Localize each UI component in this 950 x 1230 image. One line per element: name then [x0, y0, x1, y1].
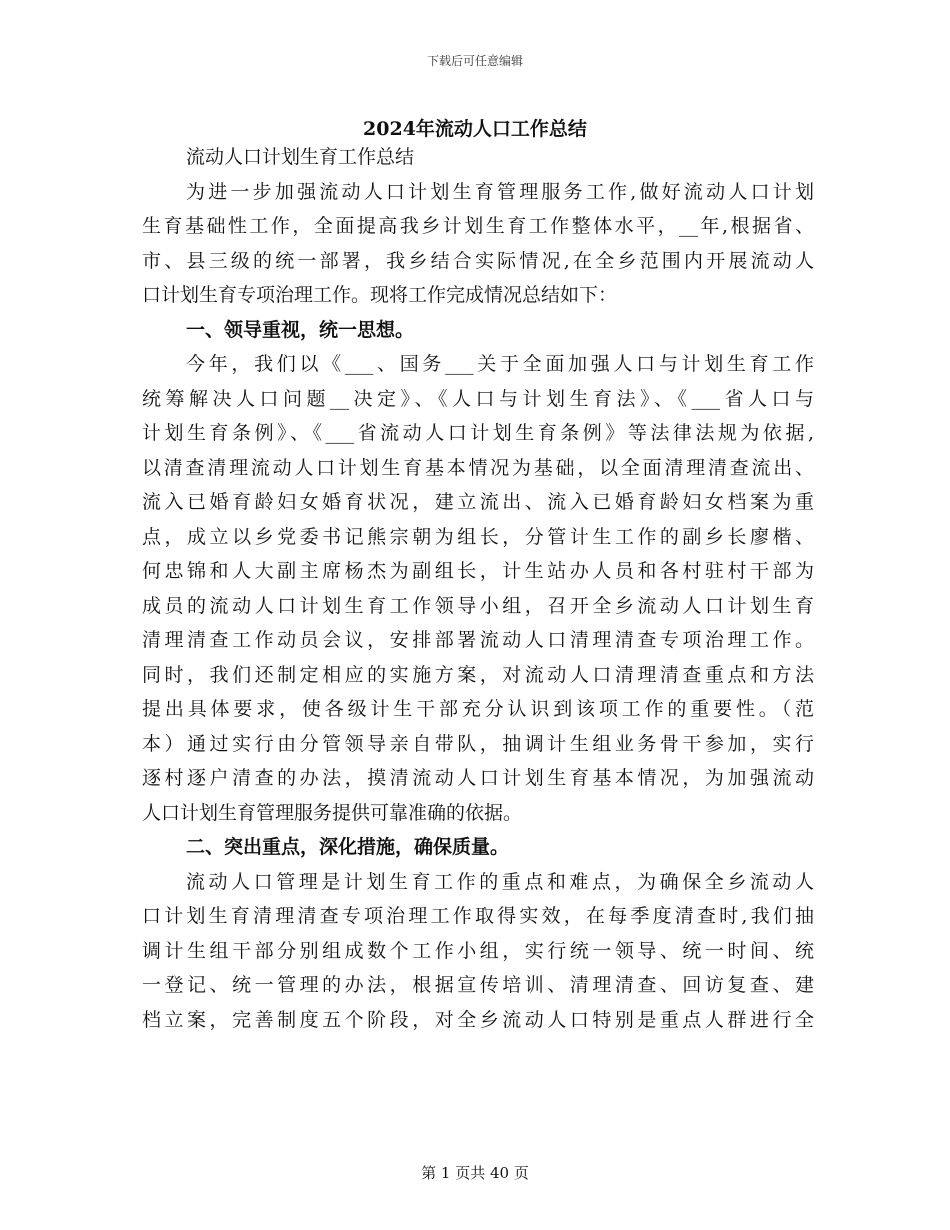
paragraph-line: 清理清查工作动员会议，安排部署流动人口清理清查专项治理工作。	[142, 629, 814, 651]
paragraph-line: 为进一步加强流动人口计划生育管理服务工作,做好流动人口计划	[186, 180, 814, 203]
paragraph-line: 口计划生育清理清查专项治理工作取得实效，在每季度清查时,我们抽	[142, 905, 814, 927]
paragraph-line: 口计划生育专项治理工作。现将工作完成情况总结如下：	[142, 284, 618, 306]
paragraph-line: 人口计划生育管理服务提供可靠准确的依据。	[142, 801, 523, 824]
paragraph-line: 流动人口计划生育工作总结	[186, 146, 415, 168]
section-heading: 一、领导重视，统一思想。	[186, 318, 415, 341]
paragraph-line: 市、县三级的统一部署，我乡结合实际情况,在全乡范围内开展流动人	[142, 249, 814, 272]
paragraph-line: 今年，我们以《___、国务___关于全面加强人口与计划生育工作	[186, 353, 814, 375]
paragraph-line: 流动人口管理是计划生育工作的重点和难点，为确保全乡流动人	[186, 870, 814, 893]
paragraph-line: 统筹解决人口问题__决定》、《人口与计划生育法》、《___省人口与	[142, 387, 814, 410]
paragraph-line: 一登记、统一管理的办法，根据宣传培训、清理清查、回访复查、建	[142, 974, 814, 996]
document-body	[142, 140, 814, 1037]
section-heading: 二、突出重点，深化措施，确保质量。	[186, 836, 510, 858]
document-title: 2024年流动人口工作总结	[363, 118, 587, 140]
paragraph-line: 生育基础性工作，全面提高我乡计划生育工作整体水平，__年,根据省、	[142, 215, 814, 237]
paragraph-line: 点，成立以乡党委书记熊宗朝为组长，分管计生工作的副乡长廖楷、	[142, 525, 814, 548]
page-footer: 第 1 页共 40 页	[421, 1164, 529, 1182]
header-note: 下载后可任意编辑	[426, 54, 523, 68]
paragraph-line: 提出具体要求，使各级计生干部充分认识到该项工作的重要性。（范	[142, 698, 814, 720]
paragraph-line: 流入已婚育龄妇女婚育状况，建立流出、流入已婚育龄妇女档案为重	[142, 491, 814, 513]
paragraph-line: 逐村逐户清查的办法，摸清流动人口计划生育基本情况，为加强流动	[142, 767, 814, 789]
paragraph-line: 何忠锦和人大副主席杨杰为副组长，计生站办人员和各村驻村干部为	[142, 560, 814, 582]
paragraph-line: 同时，我们还制定相应的实施方案，对流动人口清理清查重点和方法	[142, 663, 814, 686]
paragraph-line: 计划生育条例》、《___省流动人口计划生育条例》等法律法规为依据,	[142, 422, 814, 444]
paragraph-line: 档立案，完善制度五个阶段，对全乡流动人口特别是重点人群进行全	[142, 1008, 814, 1031]
paragraph-line: 以清查清理流动人口计划生育基本情况为基础，以全面清理清查流出、	[142, 456, 814, 479]
paragraph-line: 调计生组干部分别组成数个工作小组，实行统一领导、统一时间、统	[142, 939, 814, 962]
paragraph-line: 成员的流动人口计划生育工作领导小组，召开全乡流动人口计划生育	[142, 594, 814, 617]
paragraph-line: 本）通过实行由分管领导亲自带队，抽调计生组业务骨干参加，实行	[142, 732, 814, 755]
